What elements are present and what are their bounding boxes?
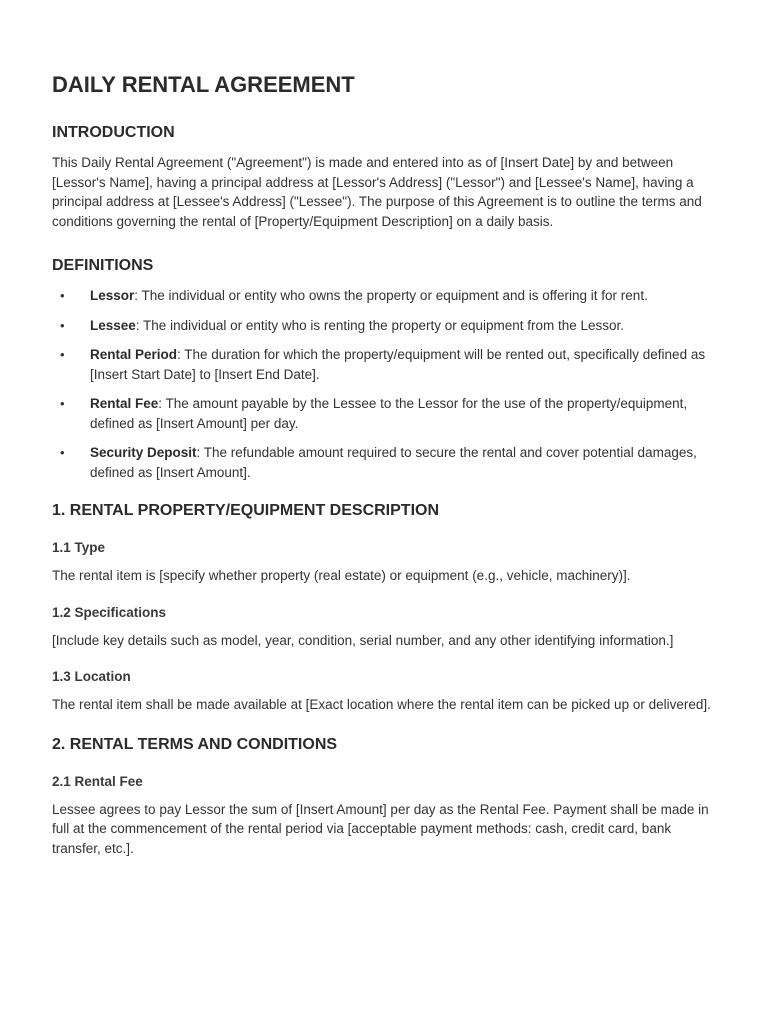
definition-text: : The individual or entity who is renting the property or equipment from the Lessor. (135, 317, 625, 333)
document-title: DAILY RENTAL AGREEMENT (52, 72, 355, 97)
bullet-icon: • (60, 445, 65, 460)
subsection-type (52, 540, 718, 586)
definition-term: Lessor (90, 288, 135, 303)
definition-text: : The individual or entity who owns the property or equipment and is offering it for rent. (134, 288, 648, 303)
subsection-specifications-heading: 1.2 Specifications (52, 604, 167, 620)
bullet-icon: • (60, 347, 65, 362)
section-1-property-description (52, 502, 718, 715)
definition-term: Rental Fee (90, 396, 159, 411)
subsection-type-text: The rental item is [specify whether property (real estate) or equipment (e.g., vehicle, machinery)]. (52, 568, 631, 583)
list-item (52, 443, 718, 482)
definitions-heading: DEFINITIONS (52, 257, 154, 274)
definition-term: Rental Period (90, 347, 178, 362)
list-item (52, 316, 718, 336)
definition-term: Lessee (90, 317, 136, 333)
definitions-list (52, 286, 718, 482)
introduction-text: This Daily Rental Agreement ("Agreement") is made and entered into as of [Insert Date] by and between [Lessor's Name], having a principal address at [Lessor's Address] ("Lessor") and [Lessee's Name], having a principal address at [Lessee's Address] ("Lessee"). The purpose of this Agreement is to outline the terms and conditions governing the rental of [Property/Equipment Description] on a daily basis. (52, 155, 702, 229)
definition-term: Security Deposit (90, 445, 197, 460)
subsection-location-text: The rental item shall be made available at [Exact location where the rental item can be picked up or delivered]. (52, 697, 711, 712)
subsection-rental-fee-heading: 2.1 Rental Fee (52, 773, 143, 789)
subsection-type-heading: 1.1 Type (52, 540, 106, 555)
bullet-icon: • (60, 317, 65, 333)
definition-text: : The duration for which the property/equipment will be rented out, specifically defined as [Insert Start Date] to [Insert End Date]. (90, 347, 706, 382)
section-1-heading: 1. RENTAL PROPERTY/EQUIPMENT DESCRIPTION (52, 502, 440, 519)
subsection-location-heading: 1.3 Location (52, 669, 131, 684)
definition-text: : The amount payable by the Lessee to the Lessor for the use of the property/equipment, defined as [Insert Amount] per day. (90, 396, 688, 431)
bullet-icon: • (60, 288, 65, 303)
introduction-section (52, 124, 718, 231)
definitions-section (52, 257, 718, 482)
list-item (52, 394, 718, 433)
list-item (52, 345, 718, 384)
subsection-rental-fee-text: Lessee agrees to pay Lessor the sum of [Insert Amount] per day as the Rental Fee. Payment shall be made in full at the commencement of the rental period via [acceptable payment methods: cash, credit card, bank transfer, etc.]. (52, 801, 709, 856)
bullet-icon: • (60, 396, 65, 411)
introduction-heading: INTRODUCTION (52, 124, 175, 141)
list-item (52, 286, 718, 306)
section-2-heading: 2. RENTAL TERMS AND CONDITIONS (52, 735, 338, 753)
section-2-rental-terms (52, 736, 718, 859)
subsection-specifications (52, 605, 718, 651)
subsection-location (52, 669, 718, 715)
subsection-specifications-text: [Include key details such as model, year, condition, serial number, and any other identifying information.] (52, 632, 674, 648)
definition-text: : The refundable amount required to secure the rental and cover potential damages, defined as [Insert Amount]. (90, 445, 697, 480)
subsection-rental-fee (52, 774, 718, 859)
